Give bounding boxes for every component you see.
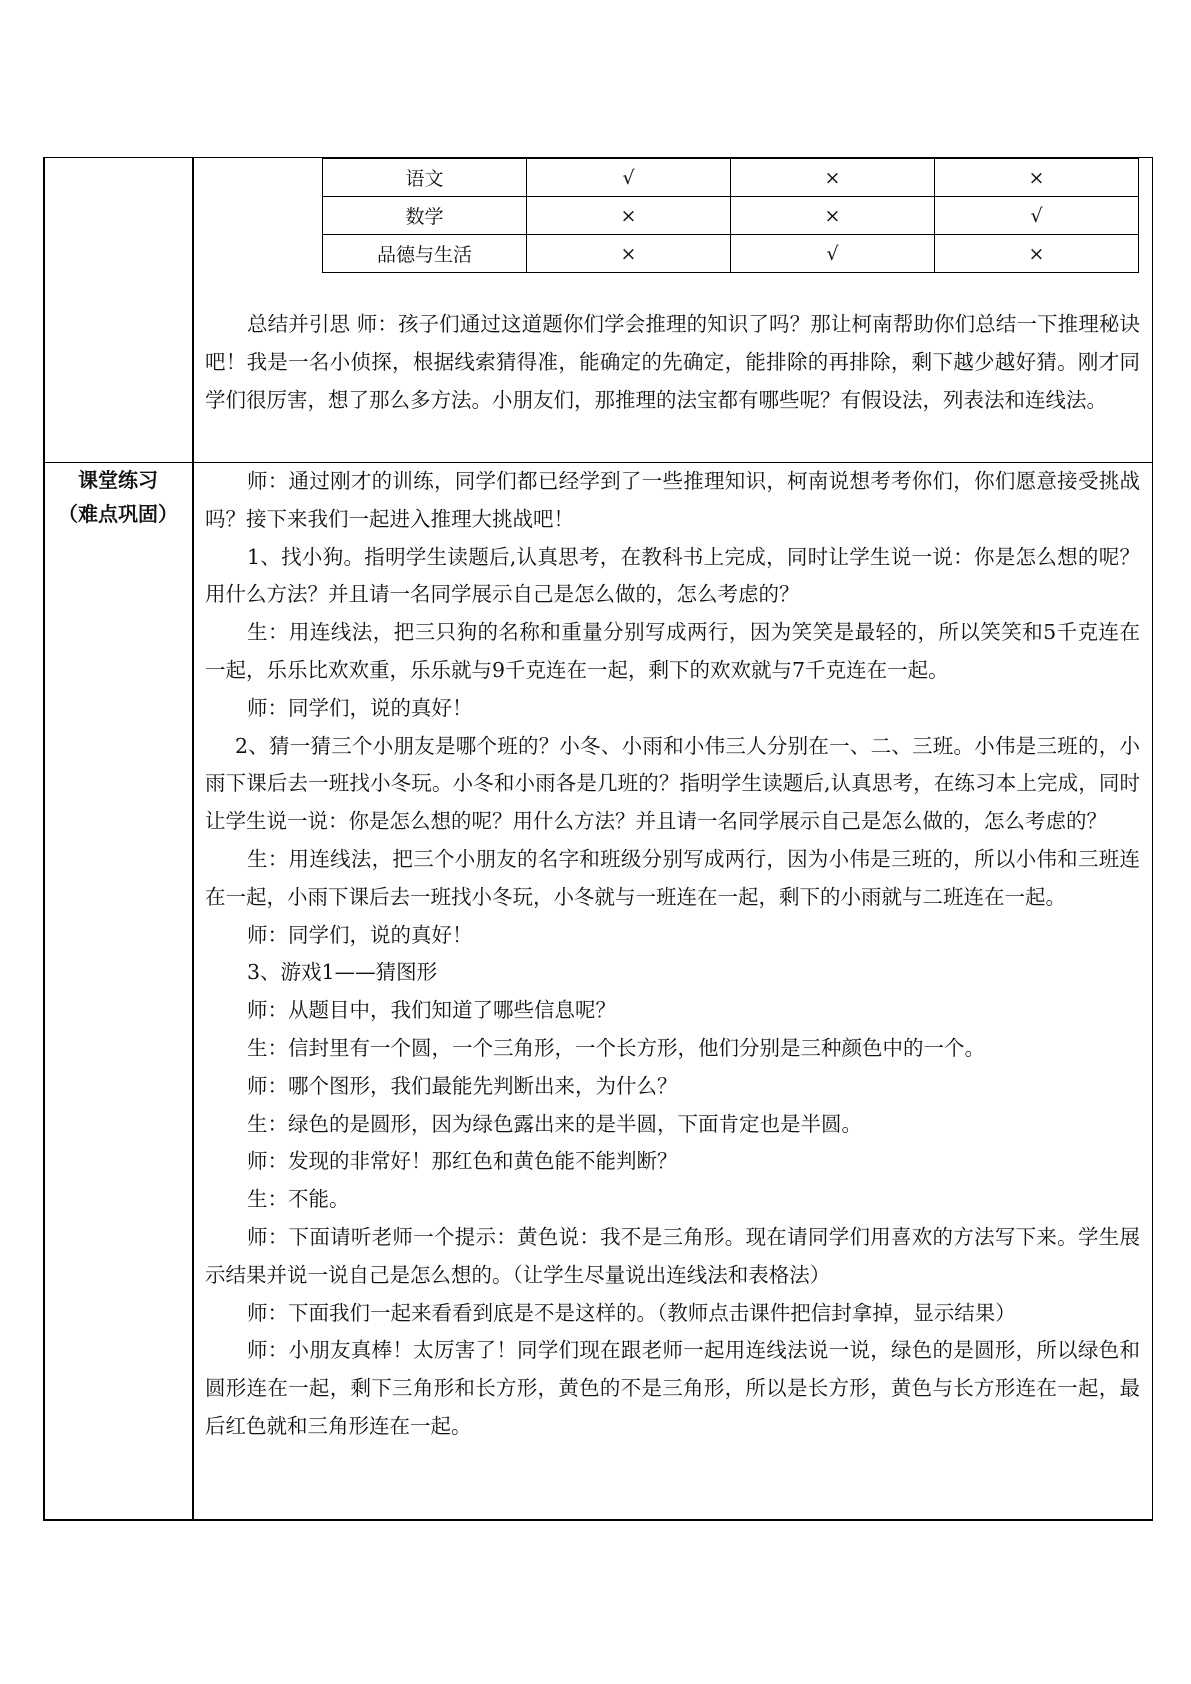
check-cell: × bbox=[731, 197, 935, 235]
check-cell: √ bbox=[731, 235, 935, 273]
table-row bbox=[323, 197, 1139, 235]
subject-cell: 数学 bbox=[323, 197, 527, 235]
table-row bbox=[323, 159, 1139, 197]
section-label-subtitle: （难点巩固） bbox=[58, 502, 178, 526]
paragraph: 师：通过刚才的训练，同学们都已经学到了一些推理知识，柯南说想考考你们，你们愿意接受挑战吗？接下来我们一起进入推理大挑战吧！ bbox=[205, 469, 1140, 531]
paragraph: 生：绿色的是圆形，因为绿色露出来的是半圆，下面肯定也是半圆。 bbox=[247, 1111, 862, 1136]
paragraph: 1、找小狗。指明学生读题后,认真思考，在教科书上完成，同时让学生说一说：你是怎么想的呢？用什么方法？并且请一名同学展示自己是怎么做的，怎么考虑的？ bbox=[205, 544, 1140, 607]
summary-paragraph: 总结并引思 师：孩子们通过这道题你们学会推理的知识了吗？那让柯南帮助你们总结一下推理秘诀吧！我是一名小侦探，根据线索猜得准，能确定的先确定，能排除的再排除，剩下越少越好猜。刚才同学们很厉害，想了那么多方法。小朋友们，那推理的法宝都有哪些呢？有假设法，列表法和连线法。 bbox=[205, 312, 1140, 412]
practice-content bbox=[205, 463, 1140, 1446]
paragraph: 师：同学们，说的真好！ bbox=[247, 695, 473, 720]
paragraph: 师：发现的非常好！那红色和黄色能不能判断？ bbox=[247, 1149, 678, 1174]
subject-cell: 品德与生活 bbox=[323, 235, 527, 273]
paragraph: 生：不能。 bbox=[247, 1187, 350, 1212]
subject-check-table bbox=[322, 158, 1139, 273]
section-label-title: 课堂练习 bbox=[78, 468, 158, 492]
check-cell: √ bbox=[935, 197, 1139, 235]
paragraph: 师：同学们，说的真好！ bbox=[247, 922, 473, 947]
section-label bbox=[46, 463, 190, 531]
check-cell: × bbox=[935, 159, 1139, 197]
paragraph: 师：下面请听老师一个提示：黄色说：我不是三角形。现在请同学们用喜欢的方法写下来。学生展示结果并说一说自己是怎么想的。（让学生尽量说出连线法和表格法） bbox=[205, 1224, 1140, 1287]
check-cell: × bbox=[731, 159, 935, 197]
check-cell: × bbox=[935, 235, 1139, 273]
check-cell: × bbox=[527, 235, 731, 273]
subject-cell: 语文 bbox=[323, 159, 527, 197]
paragraph: 生：用连线法，把三个小朋友的名字和班级分别写成两行，因为小伟是三班的，所以小伟和三班连在一起，小雨下课后去一班找小冬玩，小冬就与一班连在一起，剩下的小雨就与二班连在一起。 bbox=[205, 846, 1140, 909]
column-divider bbox=[192, 157, 194, 1521]
paragraph: 生：信封里有一个圆，一个三角形，一个长方形，他们分别是三种颜色中的一个。 bbox=[247, 1035, 985, 1060]
paragraph: 师：下面我们一起来看看到底是不是这样的。（教师点击课件把信封拿掉，显示结果） bbox=[247, 1300, 1016, 1325]
paragraph: 2、猜一猜三个小朋友是哪个班的？小冬、小雨和小伟三人分别在一、二、三班。小伟是三班的，小雨下课后去一班找小冬玩。小冬和小雨各是几班的？指明学生读题后,认真思考，在练习本上完成，同时让学生说一说：你是怎么想的呢？用什么方法？并且请一名同学展示自己是怎么做的，怎么考虑的？ bbox=[205, 733, 1140, 834]
paragraph: 师：小朋友真棒！太厉害了！同学们现在跟老师一起用连线法说一说，绿色的是圆形，所以绿色和圆形连在一起，剩下三角形和长方形，黄色的不是三角形，所以是长方形，黄色与长方形连在一起，最后红色就和三角形连在一起。 bbox=[205, 1338, 1140, 1438]
table-row bbox=[323, 235, 1139, 273]
paragraph: 师：从题目中，我们知道了哪些信息呢？ bbox=[247, 998, 616, 1023]
paragraph: 3、游戏1——猜图形 bbox=[247, 960, 438, 985]
paragraph: 师：哪个图形，我们最能先判断出来，为什么？ bbox=[247, 1073, 678, 1098]
paragraph: 生：用连线法，把三只狗的名称和重量分别写成两行，因为笑笑是最轻的，所以笑笑和5千克连在一起，乐乐比欢欢重，乐乐就与9千克连在一起，剩下的欢欢就与7千克连在一起。 bbox=[205, 620, 1140, 682]
check-cell: × bbox=[527, 197, 731, 235]
check-cell: √ bbox=[527, 159, 731, 197]
